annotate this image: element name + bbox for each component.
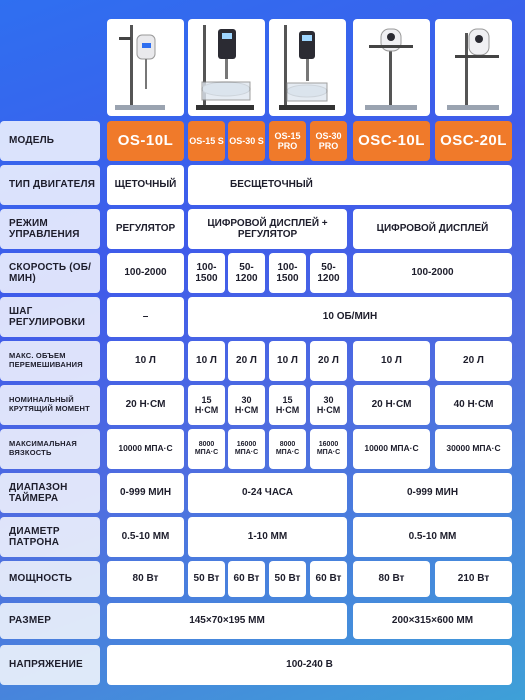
product-image-osc10l xyxy=(353,19,430,116)
product-image-os-s xyxy=(188,19,265,116)
control-display-regulator: ЦИФРОВОЙ ДИСПЛЕЙ + РЕГУЛЯТОР xyxy=(188,209,347,249)
row-label-speed: СКОРОСТЬ (ОБ/МИН) xyxy=(0,253,100,293)
model-os10l: OS-10L xyxy=(107,121,184,161)
timer-os10l: 0-999 МИН xyxy=(107,473,184,513)
torque-os15pro: 15 Н·СМ xyxy=(269,385,306,425)
viscosity-os30s: 16000 МПА·С xyxy=(228,429,265,469)
torque-osc10l: 20 Н·СМ xyxy=(353,385,430,425)
row-label-model: МОДЕЛЬ xyxy=(0,121,100,161)
row-label-timer: ДИАПАЗОН ТАЙМЕРА xyxy=(0,473,100,513)
power-os15pro: 50 Вт xyxy=(269,561,306,597)
control-regulator: РЕГУЛЯТОР xyxy=(107,209,184,249)
viscosity-osc10l: 10000 МПА·С xyxy=(353,429,430,469)
volume-os15pro: 10 Л xyxy=(269,341,306,381)
volume-osc10l: 10 Л xyxy=(353,341,430,381)
viscosity-os15s: 8000 МПА·С xyxy=(188,429,225,469)
torque-os15s: 15 Н·СМ xyxy=(188,385,225,425)
chuck-os: 1-10 ММ xyxy=(188,517,347,557)
motor-brushless: БЕСЩЕТОЧНЫЙ xyxy=(188,165,512,205)
viscosity-osc20l: 30000 МПА·С xyxy=(435,429,512,469)
speed-os10l: 100-2000 xyxy=(107,253,184,293)
speed-os30s: 50-1200 xyxy=(228,253,265,293)
row-label-size: РАЗМЕР xyxy=(0,603,100,639)
torque-os10l: 20 Н·СМ xyxy=(107,385,184,425)
volume-osc20l: 20 Л xyxy=(435,341,512,381)
row-label-step: ШАГ РЕГУЛИРОВКИ xyxy=(0,297,100,337)
speed-os15s: 100-1500 xyxy=(188,253,225,293)
viscosity-os15pro: 8000 МПА·С xyxy=(269,429,306,469)
product-image-os-pro xyxy=(269,19,346,116)
volume-os10l: 10 Л xyxy=(107,341,184,381)
power-osc10l: 80 Вт xyxy=(353,561,430,597)
row-label-chuck: ДИАМЕТР ПАТРОНА xyxy=(0,517,100,557)
row-label-voltage: НАПРЯЖЕНИЕ xyxy=(0,645,100,685)
model-os30pro: OS-30 PRO xyxy=(310,121,347,161)
row-label-viscosity: МАКСИМАЛЬНАЯ ВЯЗКОСТЬ xyxy=(0,429,100,469)
viscosity-os10l: 10000 МПА·С xyxy=(107,429,184,469)
timer-os: 0-24 ЧАСА xyxy=(188,473,347,513)
voltage-all: 100-240 В xyxy=(107,645,512,685)
step-os10l: – xyxy=(107,297,184,337)
row-label-motor: ТИП ДВИГАТЕЛЯ xyxy=(0,165,100,205)
speed-osc: 100-2000 xyxy=(353,253,512,293)
motor-brushed: ЩЕТОЧНЫЙ xyxy=(107,165,184,205)
row-label-volume: МАКС. ОБЪЕМ ПЕРЕМЕШИВАНИЯ xyxy=(0,341,100,381)
torque-os30pro: 30 Н·СМ xyxy=(310,385,347,425)
product-image-osc20l xyxy=(435,19,512,116)
volume-os30pro: 20 Л xyxy=(310,341,347,381)
row-label-torque: НОМИНАЛЬНЫЙ КРУТЯЩИЙ МОМЕНТ xyxy=(0,385,100,425)
chuck-os10l: 0.5-10 ММ xyxy=(107,517,184,557)
torque-os30s: 30 Н·СМ xyxy=(228,385,265,425)
power-osc20l: 210 Вт xyxy=(435,561,512,597)
power-os15s: 50 Вт xyxy=(188,561,225,597)
speed-os15pro: 100-1500 xyxy=(269,253,306,293)
model-osc10l: OSC-10L xyxy=(353,121,430,161)
viscosity-os30pro: 16000 МПА·С xyxy=(310,429,347,469)
model-os30s: OS-30 S xyxy=(228,121,265,161)
size-osc: 200×315×600 ММ xyxy=(353,603,512,639)
power-os30s: 60 Вт xyxy=(228,561,265,597)
model-os15pro: OS-15 PRO xyxy=(269,121,306,161)
step-rest: 10 ОБ/МИН xyxy=(188,297,512,337)
volume-os15s: 10 Л xyxy=(188,341,225,381)
row-label-control: РЕЖИМ УПРАВЛЕНИЯ xyxy=(0,209,100,249)
timer-osc: 0-999 МИН xyxy=(353,473,512,513)
product-image-os10l xyxy=(107,19,184,116)
volume-os30s: 20 Л xyxy=(228,341,265,381)
model-osc20l: OSC-20L xyxy=(435,121,512,161)
model-os15s: OS-15 S xyxy=(188,121,225,161)
power-os30pro: 60 Вт xyxy=(310,561,347,597)
chuck-osc: 0.5-10 ММ xyxy=(353,517,512,557)
speed-os30pro: 50-1200 xyxy=(310,253,347,293)
power-os10l: 80 Вт xyxy=(107,561,184,597)
size-os: 145×70×195 ММ xyxy=(107,603,347,639)
torque-osc20l: 40 Н·СМ xyxy=(435,385,512,425)
row-label-power: МОЩНОСТЬ xyxy=(0,561,100,597)
control-display: ЦИФРОВОЙ ДИСПЛЕЙ xyxy=(353,209,512,249)
